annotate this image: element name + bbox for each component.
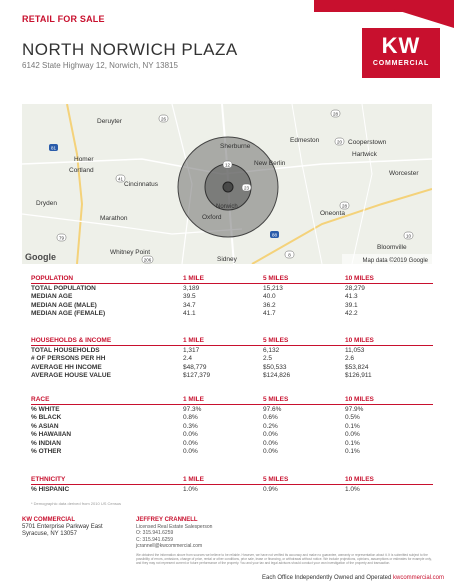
table-row: MEDIAN AGE 39.5 40.0 41.3 — [31, 293, 358, 301]
map-place-label: Cortland — [69, 167, 94, 174]
table-row: MEDIAN AGE (FEMALE) 41.1 41.7 42.2 — [31, 310, 358, 318]
footer-tagline — [262, 575, 444, 581]
table-row: % INDIAN 0.0% 0.0% 0.1% — [31, 439, 360, 447]
map-place-label: Sherburne — [220, 143, 251, 150]
listing-type-label: RETAIL FOR SALE — [22, 14, 105, 24]
agent-email-link[interactable]: jcrannell@kwcommercial.com — [136, 543, 203, 549]
table-row: AVERAGE HH INCOME $48,779 $50,533 $53,824 — [31, 363, 369, 371]
table-header-row: HOUSEHOLDS & INCOME 1 MILE 5 MILES 10 MILES — [31, 336, 433, 346]
radius-1-mile — [223, 182, 233, 192]
agent-cell-phone[interactable]: C: 315.941.6259 — [136, 536, 173, 543]
agent-name: JEFFREY CRANNELL — [136, 517, 198, 523]
table-row: % OTHER 0.0% 0.0% 0.1% — [31, 448, 360, 456]
ethnicity-table — [31, 475, 433, 494]
top-bar — [0, 0, 454, 26]
office-street: 5701 Enterprise Parkway East — [22, 524, 103, 530]
map-place-label: New Berlin — [254, 160, 286, 167]
agent-office-phone[interactable]: O: 315.941.6259 — [136, 530, 174, 536]
race-table — [31, 395, 433, 456]
table-row: % WHITE 97.3% 97.6% 97.9% — [31, 405, 364, 413]
map-place-label: Deruyter — [97, 118, 122, 125]
table-row: MEDIAN AGE (MALE) 34.7 36.2 39.1 — [31, 301, 358, 309]
map-place-label: Sidney — [217, 256, 237, 263]
table-header-row: ETHNICITY 1 MILE 5 MILES 10 MILES — [31, 475, 433, 485]
route-shield: 28 — [341, 203, 348, 209]
property-address: 6142 State Highway 12, Norwich, NY 13815 — [22, 61, 178, 70]
households-income-table — [31, 336, 433, 380]
map-place-label: Dryden — [36, 200, 57, 207]
map-place-label: Whitney Point — [110, 249, 151, 256]
table-row: % BLACK 0.8% 0.6% 0.5% — [31, 414, 360, 422]
population-table — [31, 274, 433, 318]
office-city: Syracuse, NY 13057 — [22, 531, 77, 537]
table-row: % HAWAIIAN 0.0% 0.0% 0.0% — [31, 431, 360, 439]
route-shield: 12 — [224, 162, 231, 168]
map-place-label: Marathon — [100, 215, 128, 222]
route-shield: 26 — [160, 116, 167, 122]
map-place-label: Cincinnatus — [124, 181, 158, 188]
table-header-row: POPULATION 1 MILE 5 MILES 10 MILES — [31, 274, 433, 284]
route-shield: 10 — [405, 233, 412, 239]
route-shield: 81 — [50, 145, 57, 151]
table-header-row: RACE 1 MILE 5 MILES 10 MILES — [31, 395, 433, 405]
logo-sub-text: COMMERCIAL — [372, 60, 430, 67]
tagline-text: Each Office Independently Owned and Operated — [262, 575, 392, 581]
kw-commercial-logo — [362, 28, 440, 78]
census-footnote: * Demographic data derived from 2010 US Census — [31, 501, 122, 506]
table-row: % ASIAN 0.3% 0.2% 0.1% — [31, 422, 360, 430]
location-map[interactable] — [22, 104, 432, 264]
map-place-label: Edmeston — [290, 137, 320, 144]
office-address — [22, 517, 103, 538]
logo-main-text: KW — [381, 33, 421, 58]
map-canvas — [22, 104, 432, 264]
route-shield: 88 — [271, 232, 278, 238]
table-row: TOTAL POPULATION 3,189 15,213 28,279 — [31, 284, 365, 292]
agent-title: Licensed Real Estate Salesperson — [136, 523, 213, 530]
table-row: TOTAL HOUSEHOLDS 1,317 6,132 11,053 — [31, 346, 365, 354]
table-row: # OF PERSONS PER HH 2.4 2.5 2.6 — [31, 355, 355, 363]
map-credit: Map data ©2019 Google — [362, 258, 428, 264]
route-shield: 20 — [336, 139, 343, 145]
map-place-label: Worcester — [389, 170, 419, 177]
map-place-label: Cooperstown — [348, 139, 387, 146]
map-place-label: Homer — [74, 156, 94, 163]
route-shield: 28 — [332, 111, 339, 117]
agent-contact — [136, 517, 212, 550]
route-shield: 206 — [143, 257, 152, 263]
google-logo: Google — [25, 252, 56, 262]
table-row: % HISPANIC 1.0% 0.9% 1.0% — [31, 485, 360, 493]
website-link[interactable]: kwcommercial.com — [392, 575, 444, 581]
map-place-label: Oneonta — [320, 210, 345, 217]
property-title: NORTH NORWICH PLAZA — [22, 40, 238, 59]
route-shield: 23 — [243, 185, 250, 191]
route-shield: 79 — [58, 235, 65, 241]
route-shield: 8 — [288, 252, 291, 258]
header-red-triangle — [364, 0, 454, 28]
map-place-label: Norwich — [216, 204, 238, 210]
map-place-label: Bloomville — [377, 244, 407, 251]
route-shield: 41 — [117, 176, 124, 182]
office-company: KW COMMERCIAL — [22, 517, 75, 523]
table-row: AVERAGE HOUSE VALUE $127,379 $124,826 $126,911 — [31, 372, 372, 380]
legal-disclaimer: We obtained the information above from sources we believe to be reliable. However, we have not verified its accuracy and make no guarantee, warranty or representation about it. It is submitted subject to the possibility of errors, omissions, change of price, rental or other conditions, prior sale, lease or financing, or withdrawal without notice. We include projections, opinions, assumptions or estimates for example only, and they may not represent current or future performance of the property. You and your tax and legal advisors should conduct your own investigation of the property and transaction. — [136, 553, 432, 565]
map-place-label: Oxford — [202, 214, 222, 221]
map-place-label: Hartwick — [352, 151, 377, 158]
